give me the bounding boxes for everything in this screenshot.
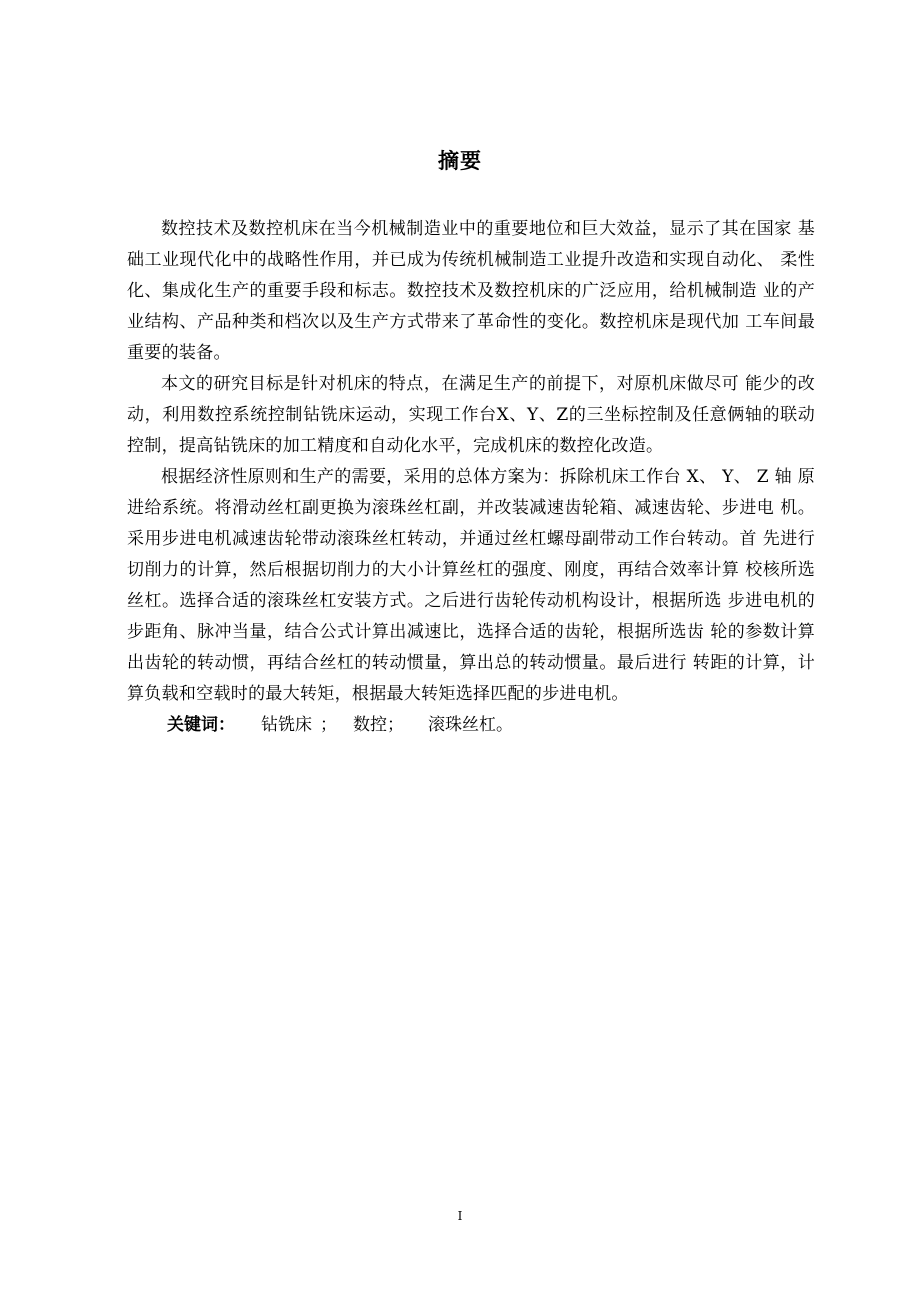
abstract-paragraph-2: 本文的研究目标是针对机床的特点，在满足生产的前提下，对原机床做尽可 能少的改动，利用数控系统控制钻铣床运动，实现工作台X、Y、Z的三坐标控制及任意俩轴的联动控制，提高钻铣床的加工精度和自动化水平，完成机床的数控化改造。 — [127, 374, 815, 456]
keyword-3: 滚珠丝杠。 — [428, 715, 513, 735]
keyword-separator: ； — [320, 715, 337, 735]
keyword-1: 钻铣床 — [261, 715, 312, 735]
keywords-line — [127, 710, 815, 741]
abstract-body — [127, 214, 815, 741]
page-title: 摘要 — [438, 149, 482, 173]
abstract-paragraph-3: 根据经济性原则和生产的需要，采用的总体方案为：拆除机床工作台 X、 Y、 Z 轴 原进给系统。将滑动丝杠副更换为滚珠丝杠副，并改装减速齿轮箱、减速齿轮、步进电 机。采用步进电机减速齿轮带动滚珠丝杠转动，并通过丝杠螺母副带动工作台转动。首 先进行切削力的计算，然后根据切削力的大小计算丝杠的强度、刚度，再结合效率计算 校核所选丝杠。选择合适的滚珠丝杠安装方式。之后进行齿轮传动机构设计，根据所选 步进电机的步距角、脉冲当量，结合公式计算出减速比，选择合适的齿轮，根据所选齿 轮的参数计算出齿轮的转动惯，再结合丝杠的转动惯量，算出总的转动惯量。最后进行 转距的计算，计算负载和空载时的最大转矩，根据最大转矩选择匹配的步进电机。 — [127, 467, 815, 704]
keywords-label: 关键词： — [167, 715, 235, 735]
keyword-2: 数控； — [353, 715, 404, 735]
abstract-paragraph-1: 数控技术及数控机床在当今机械制造业中的重要地位和巨大效益，显示了其在国家 基础工业现代化中的战略性作用，并已成为传统机械制造工业提升改造和实现自动化、 柔性化、集成化生产的重要手段和标志。数控技术及数控机床的广泛应用，给机械制造 业的产业结构、产品种类和档次以及生产方式带来了革命性的变化。数控机床是现代加 工车间最重要的装备。 — [127, 219, 815, 363]
page-number: I — [457, 1209, 463, 1223]
